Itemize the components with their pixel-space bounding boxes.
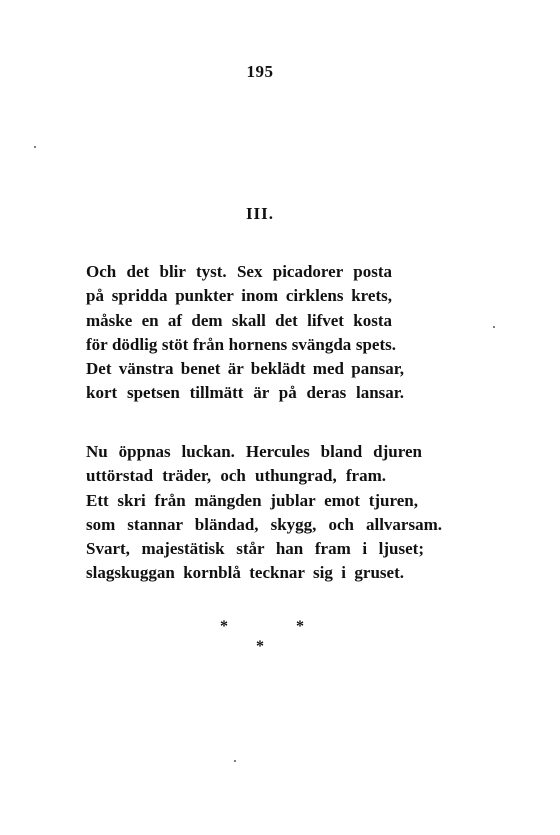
verse-line: Och det blir tyst. Sex picadorer posta [86, 262, 392, 281]
verse-line: Det vänstra benet är beklädt med pansar, [86, 359, 404, 379]
stanza-1 [86, 260, 446, 406]
page-number: 195 [246, 62, 274, 81]
verse-line: som stannar bländad, skygg, och allvarsam. [86, 514, 442, 534]
verse-line: Svart, majestätisk står han fram i ljuset; [86, 539, 424, 559]
verse-line: på spridda punkter inom cirklens krets, [86, 286, 392, 306]
verse-line: för dödlig stöt från hornens svängda spets. [86, 334, 396, 354]
stanza-2 [86, 440, 446, 586]
verse-line: kort spetsen tillmätt är på deras lansar. [86, 383, 404, 403]
paper-speck [34, 146, 36, 148]
paper-speck [493, 326, 495, 328]
asterism-star: * [220, 618, 228, 635]
asterism-star: * [256, 638, 264, 655]
verse-line: uttörstad träder, och uthungrad, fram. [86, 466, 386, 486]
paper-speck [234, 760, 236, 762]
asterism-star: * [296, 618, 304, 635]
section-heading: III. [245, 204, 275, 223]
asterism [200, 618, 320, 658]
verse-line: Ett skri från mängden jublar emot tjuren, [86, 490, 418, 510]
verse-line: slagskuggan kornblå tecknar sig i gruset. [86, 563, 404, 583]
verse-line: Nu öppnas luckan. Hercules bland djuren [86, 442, 422, 461]
verse-line: måske en af dem skall det lifvet kosta [86, 310, 392, 330]
